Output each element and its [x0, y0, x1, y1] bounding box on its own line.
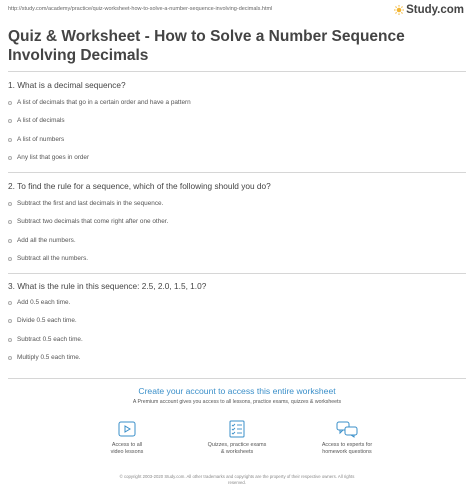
copyright-footer: © copyright 2003-2020 Study.com. All other trademarks and copyrights are the property of their respective owners. All rights reserved.	[119, 474, 355, 485]
answer-option[interactable]: Subtract two decimals that come right after one other.	[8, 218, 168, 225]
top-bar	[8, 4, 466, 18]
video-icon	[117, 420, 137, 438]
radio-icon[interactable]	[8, 101, 12, 105]
question-3: 3. What is the rule in this sequence: 2.5, 2.0, 1.5, 1.0?	[8, 281, 207, 291]
answer-option[interactable]: Subtract all the numbers.	[8, 255, 88, 262]
page-url: http://study.com/academy/practice/quiz-worksheet-how-to-solve-a-number-sequence-involving-decimals.html	[8, 6, 273, 12]
feature-video-lessons: Access to all video lessons	[72, 420, 182, 456]
checklist-icon	[227, 420, 247, 438]
radio-icon[interactable]	[8, 239, 12, 243]
divider	[8, 273, 466, 274]
radio-icon[interactable]	[8, 301, 12, 305]
sun-icon	[394, 5, 404, 15]
divider	[8, 71, 466, 72]
divider	[8, 172, 466, 173]
question-1: 1. What is a decimal sequence?	[8, 80, 126, 90]
answer-option[interactable]: Add all the numbers.	[8, 237, 76, 244]
answer-option[interactable]: Any list that goes in order	[8, 154, 89, 161]
answer-option[interactable]: A list of numbers	[8, 136, 64, 143]
feature-experts: Access to experts for homework questions	[292, 420, 402, 456]
divider	[8, 378, 466, 379]
radio-icon[interactable]	[8, 257, 12, 261]
radio-icon[interactable]	[8, 338, 12, 342]
question-2: 2. To find the rule for a sequence, which of the following should you do?	[8, 181, 271, 191]
radio-icon[interactable]	[8, 220, 12, 224]
radio-icon[interactable]	[8, 202, 12, 206]
feature-quizzes: Quizzes, practice exams & worksheets	[182, 420, 292, 456]
radio-icon[interactable]	[8, 356, 12, 360]
answer-option[interactable]: Add 0.5 each time.	[8, 299, 70, 306]
radio-icon[interactable]	[8, 156, 12, 160]
premium-promo	[0, 386, 474, 405]
promo-title[interactable]: Create your account to access this entire worksheet	[138, 386, 336, 396]
answer-option[interactable]: A list of decimals	[8, 117, 65, 124]
study-logo[interactable]	[394, 4, 464, 16]
page-title: Quiz & Worksheet - How to Solve a Number Sequence Involving Decimals	[8, 28, 405, 64]
answer-option[interactable]: Subtract the first and last decimals in the sequence.	[8, 200, 163, 207]
answer-option[interactable]: A list of decimals that go in a certain order and have a pattern	[8, 99, 191, 106]
radio-icon[interactable]	[8, 119, 12, 123]
answer-option[interactable]: Subtract 0.5 each time.	[8, 336, 83, 343]
answer-option[interactable]: Multiply 0.5 each time.	[8, 354, 81, 361]
radio-icon[interactable]	[8, 319, 12, 323]
promo-subtitle: A Premium account gives you access to all lessons, practice exams, quizzes & worksheets	[132, 399, 342, 405]
answer-option[interactable]: Divide 0.5 each time.	[8, 317, 77, 324]
radio-icon[interactable]	[8, 138, 12, 142]
feature-list	[0, 420, 474, 456]
chat-bubbles-icon	[336, 420, 358, 438]
logo-text: Study.com	[406, 4, 464, 16]
